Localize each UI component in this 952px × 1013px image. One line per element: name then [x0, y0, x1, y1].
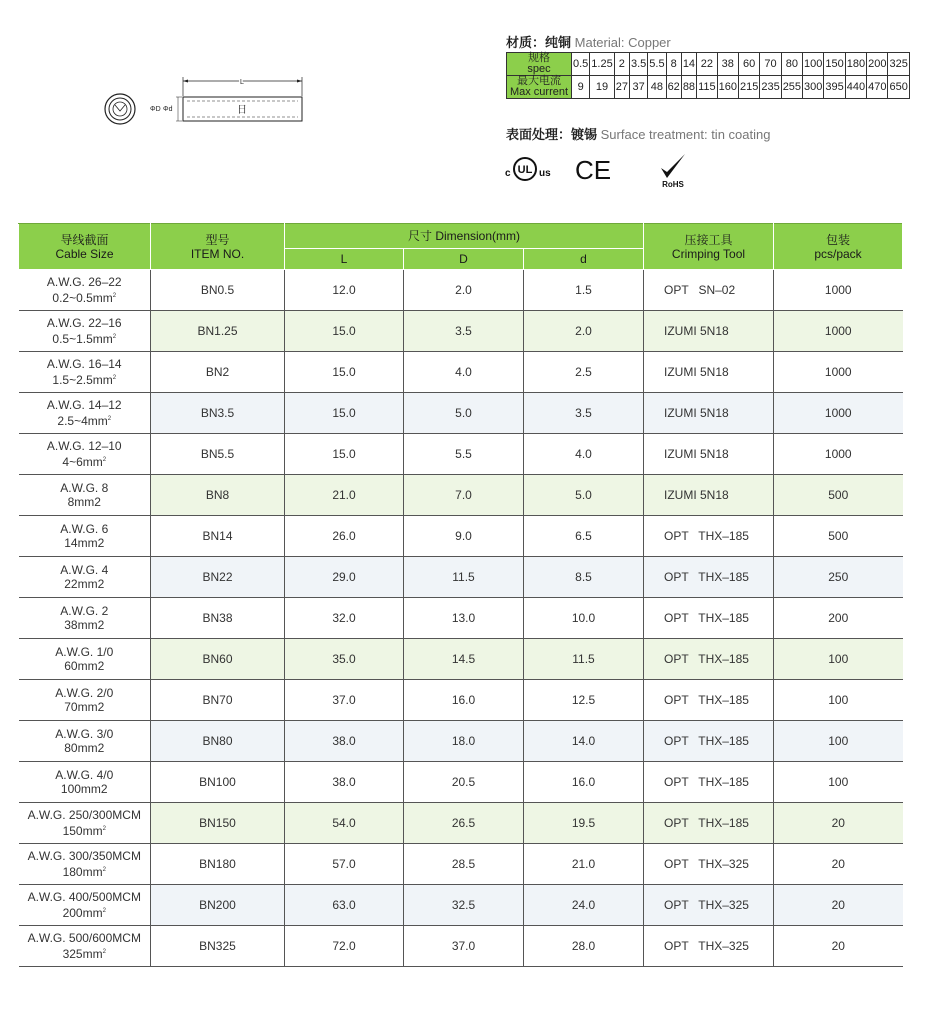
cell-cable-size — [19, 639, 151, 680]
table-row — [19, 885, 903, 926]
cell-cable-size — [19, 434, 151, 475]
current-value: 300 — [803, 76, 824, 99]
cell-pack: 200 — [774, 598, 903, 639]
product-table — [18, 223, 903, 967]
cell-d: 12.5 — [524, 680, 644, 721]
cell-L: 38.0 — [285, 721, 404, 762]
spec-value: 180 — [845, 53, 866, 76]
current-label: 最大电流 Max current — [507, 76, 572, 99]
table-row — [19, 393, 903, 434]
cell-pack: 1000 — [774, 393, 903, 434]
awg-value: A.W.G. 12–10 — [46, 439, 122, 453]
table-row — [19, 680, 903, 721]
cell-pack: 500 — [774, 516, 903, 557]
cell-D: 5.0 — [404, 393, 524, 434]
cell-item-no: BN80 — [151, 721, 285, 762]
cell-pack: 1000 — [774, 352, 903, 393]
awg-value: A.W.G. 3/0 — [55, 727, 114, 741]
surface-cn: 表面处理：镀锡 — [506, 127, 598, 142]
cell-pack: 20 — [774, 803, 903, 844]
awg-value: A.W.G. 4 — [60, 563, 109, 577]
cell-cable-size — [19, 557, 151, 598]
cell-pack: 100 — [774, 762, 903, 803]
cell-d: 16.0 — [524, 762, 644, 803]
current-value: 62 — [666, 76, 681, 99]
current-value: 215 — [738, 76, 759, 99]
cell-L: 38.0 — [285, 762, 404, 803]
cell-D: 26.5 — [404, 803, 524, 844]
mm2-value: 0.2~0.5mm — [52, 291, 113, 305]
table-row — [19, 311, 903, 352]
svg-text:RoHS: RoHS — [662, 180, 684, 189]
superscript: 2 — [112, 334, 117, 340]
cell-cable-size — [19, 352, 151, 393]
ul-mark-icon — [505, 158, 551, 180]
spec-value: 38 — [717, 53, 738, 76]
cell-d: 6.5 — [524, 516, 644, 557]
spec-value: 100 — [803, 53, 824, 76]
mm2-line — [19, 371, 151, 387]
mm2-line — [19, 536, 151, 550]
cell-pack: 100 — [774, 680, 903, 721]
cell-pack: 1000 — [774, 434, 903, 475]
awg-value: A.W.G. 400/500MCM — [27, 890, 141, 904]
awg-value: A.W.G. 250/300MCM — [27, 808, 141, 822]
cell-cable-size — [19, 762, 151, 803]
current-value: 255 — [781, 76, 802, 99]
cell-crimping-tool: OPT THX–325 — [644, 926, 774, 967]
awg-value: A.W.G. 6 — [60, 522, 109, 536]
cell-L: 29.0 — [285, 557, 404, 598]
cell-D: 18.0 — [404, 721, 524, 762]
awg-value: A.W.G. 8 — [60, 481, 109, 495]
material-cn: 材质：纯铜 — [506, 35, 572, 50]
mm2-line — [19, 700, 151, 714]
cell-L: 15.0 — [285, 393, 404, 434]
awg-value: A.W.G. 22–16 — [46, 316, 122, 330]
cell-item-no: BN0.5 — [151, 270, 285, 311]
mm2-value: 2.5~4mm — [57, 414, 108, 428]
cell-cable-size — [19, 721, 151, 762]
mm2-value: 60mm2 — [64, 659, 105, 673]
current-value: 470 — [867, 76, 888, 99]
cell-d: 10.0 — [524, 598, 644, 639]
mm2-value: 80mm2 — [64, 741, 105, 755]
awg-value: A.W.G. 2 — [60, 604, 109, 618]
mm2-line — [19, 822, 151, 838]
cell-cable-size — [19, 680, 151, 721]
superscript: 2 — [102, 826, 106, 832]
mm2-line — [19, 495, 151, 509]
cell-cable-size — [19, 516, 151, 557]
length-label: L — [240, 79, 244, 86]
mm2-value: 200mm — [62, 906, 103, 920]
awg-value: A.W.G. 500/600MCM — [27, 931, 141, 945]
table-row — [19, 434, 903, 475]
end-view-icon — [105, 94, 135, 124]
table-row — [19, 598, 903, 639]
mm2-value: 325mm — [62, 947, 103, 961]
superscript: 2 — [112, 293, 117, 299]
mm2-value: 38mm2 — [64, 618, 105, 632]
cell-cable-size — [19, 311, 151, 352]
cell-item-no: BN3.5 — [151, 393, 285, 434]
superscript: 2 — [112, 375, 117, 381]
cell-pack: 20 — [774, 926, 903, 967]
cell-d: 3.5 — [524, 393, 644, 434]
cell-crimping-tool: OPT SN–02 — [644, 270, 774, 311]
current-value: 160 — [717, 76, 738, 99]
cell-item-no: BN38 — [151, 598, 285, 639]
cell-d: 19.5 — [524, 803, 644, 844]
table-row — [19, 844, 903, 885]
cell-pack: 20 — [774, 885, 903, 926]
current-value: 235 — [760, 76, 781, 99]
awg-value: A.W.G. 16–14 — [46, 357, 122, 371]
table-row — [19, 762, 903, 803]
current-value: 395 — [824, 76, 845, 99]
mm2-value: 0.5~1.5mm — [52, 332, 113, 346]
spec-value: 14 — [681, 53, 696, 76]
mm2-line — [19, 289, 151, 305]
cell-d: 24.0 — [524, 885, 644, 926]
big-diameter-label: ΦD — [150, 106, 161, 113]
cell-L: 35.0 — [285, 639, 404, 680]
superscript: 2 — [102, 908, 106, 914]
cell-item-no: BN100 — [151, 762, 285, 803]
cell-item-no: BN325 — [151, 926, 285, 967]
cell-d: 8.5 — [524, 557, 644, 598]
awg-value: A.W.G. 26–22 — [46, 275, 122, 289]
cell-L: 32.0 — [285, 598, 404, 639]
mm2-line — [19, 904, 151, 920]
spec-label: 规格 spec — [507, 53, 572, 76]
cell-crimping-tool: OPT THX–185 — [644, 721, 774, 762]
terminal-drawing — [100, 70, 320, 140]
current-value: 27 — [614, 76, 629, 99]
cell-item-no: BN150 — [151, 803, 285, 844]
cell-D: 2.0 — [404, 270, 524, 311]
superscript: 2 — [102, 949, 106, 955]
mm2-line — [19, 618, 151, 632]
mm2-value: 14mm2 — [64, 536, 105, 550]
mm2-value: 4~6mm — [62, 455, 103, 469]
spec-value: 60 — [738, 53, 759, 76]
cell-D: 37.0 — [404, 926, 524, 967]
spec-current-table — [506, 52, 910, 99]
header-D: D — [404, 249, 524, 270]
header-crimping-tool: 压接工具 Crimping Tool — [644, 224, 774, 270]
svg-text:c: c — [505, 168, 511, 179]
cell-crimping-tool: OPT THX–325 — [644, 844, 774, 885]
cell-L: 54.0 — [285, 803, 404, 844]
table-row — [19, 475, 903, 516]
mm2-line — [19, 412, 151, 428]
cell-pack: 1000 — [774, 270, 903, 311]
cell-d: 2.5 — [524, 352, 644, 393]
cell-crimping-tool: IZUMI 5N18 — [644, 311, 774, 352]
cell-D: 5.5 — [404, 434, 524, 475]
awg-value: A.W.G. 4/0 — [55, 768, 114, 782]
spec-value: 5.5 — [648, 53, 666, 76]
cell-L: 37.0 — [285, 680, 404, 721]
cell-pack: 100 — [774, 639, 903, 680]
mm2-line — [19, 577, 151, 591]
cell-L: 72.0 — [285, 926, 404, 967]
cell-d: 1.5 — [524, 270, 644, 311]
table-row — [19, 926, 903, 967]
cell-d: 14.0 — [524, 721, 644, 762]
current-value: 9 — [572, 76, 590, 99]
current-value: 440 — [845, 76, 866, 99]
awg-value: A.W.G. 300/350MCM — [27, 849, 141, 863]
mm2-line — [19, 741, 151, 755]
small-diameter-label: Φd — [163, 106, 173, 113]
spec-value: 70 — [760, 53, 781, 76]
cell-cable-size — [19, 844, 151, 885]
cell-crimping-tool: IZUMI 5N18 — [644, 475, 774, 516]
header-cable-size: 导线截面 Cable Size — [19, 224, 151, 270]
cell-crimping-tool: OPT THX–185 — [644, 639, 774, 680]
mm2-value: 100mm2 — [60, 782, 108, 796]
superscript: 2 — [107, 416, 112, 422]
spec-value: 2 — [614, 53, 629, 76]
cell-pack: 100 — [774, 721, 903, 762]
cell-D: 11.5 — [404, 557, 524, 598]
cell-cable-size — [19, 885, 151, 926]
cell-item-no: BN200 — [151, 885, 285, 926]
cell-item-no: BN180 — [151, 844, 285, 885]
spec-value: 3.5 — [629, 53, 647, 76]
cell-d: 4.0 — [524, 434, 644, 475]
cell-D: 16.0 — [404, 680, 524, 721]
mm2-line — [19, 659, 151, 673]
cell-item-no: BN1.25 — [151, 311, 285, 352]
cell-crimping-tool: IZUMI 5N18 — [644, 352, 774, 393]
table-row — [19, 557, 903, 598]
cell-L: 21.0 — [285, 475, 404, 516]
spec-value: 150 — [824, 53, 845, 76]
current-value: 19 — [590, 76, 614, 99]
table-row — [19, 639, 903, 680]
cell-crimping-tool: OPT THX–185 — [644, 516, 774, 557]
cell-item-no: BN5.5 — [151, 434, 285, 475]
cell-item-no: BN70 — [151, 680, 285, 721]
cell-d: 28.0 — [524, 926, 644, 967]
current-value: 650 — [888, 76, 909, 99]
cell-D: 32.5 — [404, 885, 524, 926]
superscript: 2 — [102, 457, 107, 463]
cell-item-no: BN8 — [151, 475, 285, 516]
cell-crimping-tool: OPT THX–325 — [644, 885, 774, 926]
current-value: 88 — [681, 76, 696, 99]
cell-cable-size — [19, 926, 151, 967]
cell-L: 12.0 — [285, 270, 404, 311]
cell-pack: 20 — [774, 844, 903, 885]
cell-crimping-tool: OPT THX–185 — [644, 762, 774, 803]
cell-crimping-tool: OPT THX–185 — [644, 557, 774, 598]
surface-line — [506, 124, 770, 143]
current-value: 48 — [648, 76, 666, 99]
awg-value: A.W.G. 14–12 — [46, 398, 122, 412]
current-value: 115 — [697, 76, 718, 99]
cell-cable-size — [19, 393, 151, 434]
header-dimension: 尺寸 Dimension(mm) — [285, 224, 644, 249]
rohs-mark-icon — [661, 154, 685, 189]
surface-en: Surface treatment: tin coating — [600, 127, 771, 142]
svg-text:us: us — [539, 168, 551, 179]
cell-L: 63.0 — [285, 885, 404, 926]
spec-value: 80 — [781, 53, 802, 76]
material-line — [506, 32, 671, 51]
cell-item-no: BN2 — [151, 352, 285, 393]
mm2-value: 1.5~2.5mm — [52, 373, 113, 387]
spec-value: 325 — [888, 53, 909, 76]
mm2-value: 22mm2 — [64, 577, 105, 591]
mm2-value: 8mm2 — [67, 495, 101, 509]
mm2-line — [19, 863, 151, 879]
header-pack: 包装 pcs/pack — [774, 224, 903, 270]
cell-D: 7.0 — [404, 475, 524, 516]
current-row — [507, 76, 910, 99]
material-en: Material: Copper — [574, 35, 671, 50]
cell-d: 11.5 — [524, 639, 644, 680]
cell-item-no: BN60 — [151, 639, 285, 680]
cell-L: 15.0 — [285, 434, 404, 475]
cell-cable-size — [19, 598, 151, 639]
cell-pack: 1000 — [774, 311, 903, 352]
cell-D: 4.0 — [404, 352, 524, 393]
cell-L: 57.0 — [285, 844, 404, 885]
mm2-value: 70mm2 — [64, 700, 105, 714]
cell-crimping-tool: IZUMI 5N18 — [644, 393, 774, 434]
cell-d: 2.0 — [524, 311, 644, 352]
awg-value: A.W.G. 2/0 — [55, 686, 114, 700]
header-L: L — [285, 249, 404, 270]
cell-crimping-tool: OPT THX–185 — [644, 803, 774, 844]
mm2-value: 150mm — [62, 824, 103, 838]
svg-text:UL: UL — [517, 164, 533, 176]
cell-L: 15.0 — [285, 311, 404, 352]
center-symbol: 日 — [237, 105, 247, 116]
table-row — [19, 352, 903, 393]
certification-marks — [503, 148, 703, 190]
spec-value: 22 — [697, 53, 718, 76]
cell-crimping-tool: OPT THX–185 — [644, 598, 774, 639]
spec-value: 200 — [867, 53, 888, 76]
cell-D: 9.0 — [404, 516, 524, 557]
table-row — [19, 516, 903, 557]
spec-row — [507, 53, 910, 76]
mm2-line — [19, 782, 151, 796]
table-row — [19, 803, 903, 844]
cell-cable-size — [19, 475, 151, 516]
header-item-no: 型号 ITEM NO. — [151, 224, 285, 270]
awg-value: A.W.G. 1/0 — [55, 645, 114, 659]
mm2-line — [19, 453, 151, 469]
cell-pack: 500 — [774, 475, 903, 516]
spec-value: 0.5 — [572, 53, 590, 76]
cell-D: 14.5 — [404, 639, 524, 680]
cell-cable-size — [19, 270, 151, 311]
cell-crimping-tool: IZUMI 5N18 — [644, 434, 774, 475]
cell-d: 5.0 — [524, 475, 644, 516]
cell-L: 26.0 — [285, 516, 404, 557]
cell-pack: 250 — [774, 557, 903, 598]
cell-D: 28.5 — [404, 844, 524, 885]
cell-D: 13.0 — [404, 598, 524, 639]
mm2-line — [19, 945, 151, 961]
cell-L: 15.0 — [285, 352, 404, 393]
cell-d: 21.0 — [524, 844, 644, 885]
table-row — [19, 721, 903, 762]
spec-value: 8 — [666, 53, 681, 76]
cell-crimping-tool: OPT THX–185 — [644, 680, 774, 721]
ce-mark-icon — [575, 155, 611, 185]
header-d: d — [524, 249, 644, 270]
superscript: 2 — [102, 867, 106, 873]
table-row — [19, 270, 903, 311]
mm2-line — [19, 330, 151, 346]
spec-value: 1.25 — [590, 53, 614, 76]
mm2-value: 180mm — [62, 865, 103, 879]
svg-text:CE: CE — [574, 155, 612, 185]
current-value: 37 — [629, 76, 647, 99]
cell-D: 3.5 — [404, 311, 524, 352]
cell-cable-size — [19, 803, 151, 844]
cell-D: 20.5 — [404, 762, 524, 803]
cell-item-no: BN14 — [151, 516, 285, 557]
cell-item-no: BN22 — [151, 557, 285, 598]
